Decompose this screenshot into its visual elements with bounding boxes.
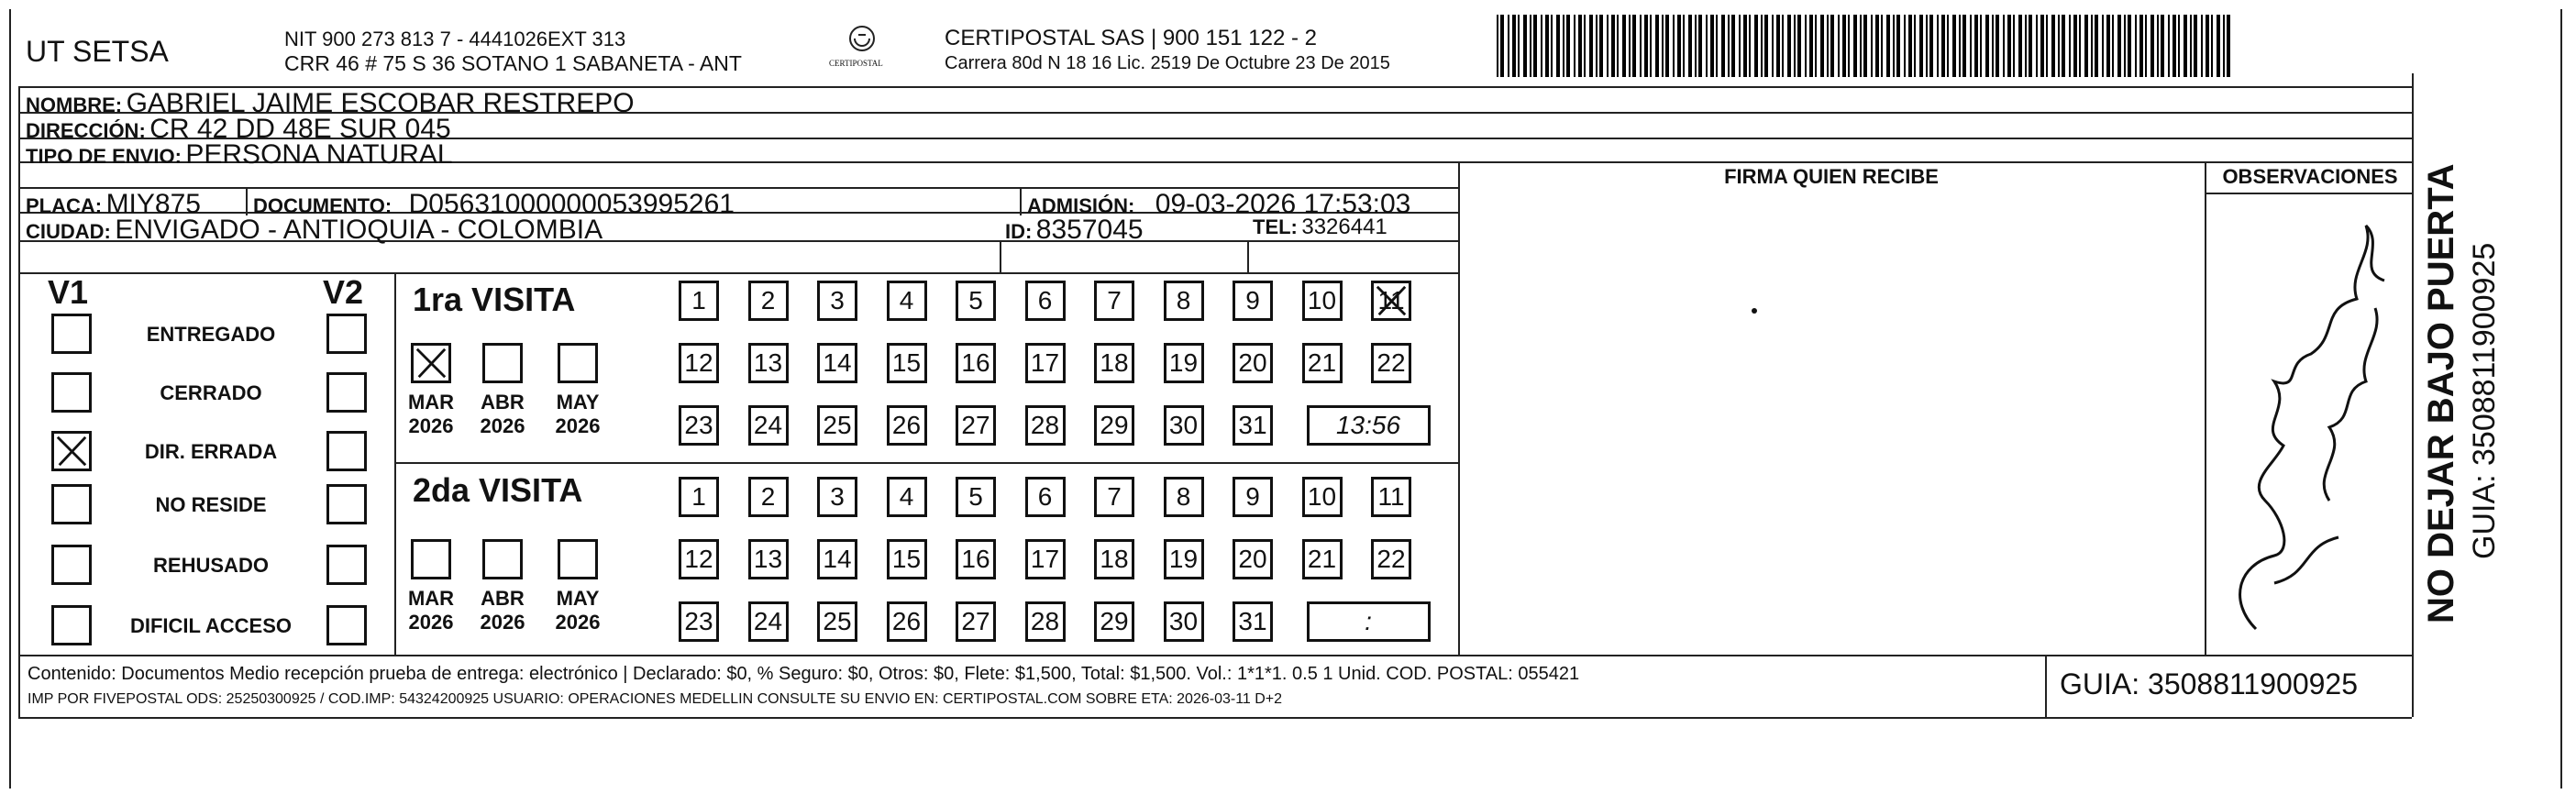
nombre-value: GABRIEL JAIME ESCOBAR RESTREPO — [126, 88, 635, 118]
barcode-bar — [1941, 15, 1945, 77]
barcode-bar — [1716, 15, 1718, 77]
status-label: REHUSADO — [153, 554, 269, 577]
barcode-bar — [1677, 15, 1681, 77]
day-box: 19 — [1164, 343, 1204, 383]
barcode-bar — [1797, 15, 1801, 77]
divider — [1247, 240, 1249, 272]
barcode-bar — [2069, 15, 2071, 77]
barcode-bar — [2046, 15, 2048, 77]
day-box: 22 — [1371, 343, 1411, 383]
barcode-bar — [1566, 15, 1570, 77]
barcode-bar — [1947, 15, 1949, 77]
barcode-bar — [1706, 15, 1708, 77]
footer-line2: IMP POR FIVEPOSTAL ODS: 25250300925 / COD.IMP: 54324200925 USUARIO: OPERACIONES MEDELLIN CONSULTE SU ENVIO EN: CERTIPOSTAL.COM SOBRE ETA: 2026-03-11 D+2 — [28, 691, 1283, 707]
barcode-bar — [1599, 15, 1603, 77]
month-label: ABR — [481, 391, 525, 414]
day-box: 12 — [679, 343, 719, 383]
barcode-bar — [2190, 15, 2192, 77]
divider — [18, 717, 2412, 719]
divider — [2205, 193, 2412, 194]
barcode-bar — [1838, 15, 1840, 77]
month-checkbox — [482, 343, 523, 383]
month-label: MAR — [407, 391, 455, 414]
barcode-bar — [1908, 15, 1912, 77]
day-box: 7 — [1094, 477, 1134, 517]
barcode-bar — [1629, 15, 1631, 77]
barcode-bar — [2206, 15, 2209, 77]
barcode-bar — [1962, 15, 1966, 77]
barcode-bar — [1688, 15, 1692, 77]
barcode-bar — [2178, 15, 2180, 77]
barcode-bar — [2013, 15, 2015, 77]
barcode-bar — [1776, 15, 1780, 77]
divider — [18, 655, 2412, 656]
day-box: 8 — [1164, 281, 1204, 321]
logo-text: CERTIPOSTAL — [829, 59, 883, 68]
barcode-bar — [2157, 15, 2159, 77]
barcode-bar — [1728, 15, 1730, 77]
barcode-bar — [2194, 15, 2197, 77]
barcode-bar — [2168, 15, 2170, 77]
barcode-bar — [2112, 15, 2114, 77]
observaciones-header: OBSERVACIONES — [2222, 165, 2398, 188]
month-checkbox — [558, 343, 598, 383]
barcode-bar — [1512, 15, 1516, 77]
admision-label: ADMISIÓN: — [1027, 194, 1135, 217]
barcode-bar — [1896, 15, 1900, 77]
barcode-bar — [1584, 15, 1586, 77]
barcode-bar — [1996, 15, 1999, 77]
barcode-bar — [1611, 15, 1615, 77]
day-box: 2 — [748, 281, 789, 321]
barcode-bar — [1523, 15, 1527, 77]
divider — [2205, 161, 2206, 655]
barcode-bar — [1644, 15, 1648, 77]
v2-checkbox — [326, 314, 367, 354]
v1-checkbox — [51, 484, 92, 524]
barcode-bar — [1875, 15, 1879, 77]
month-year: 2026 — [555, 414, 601, 437]
day-box: 6 — [1025, 477, 1066, 517]
barcode-bar — [1533, 15, 1537, 77]
v2-checkbox — [326, 431, 367, 471]
barcode-bar — [2139, 15, 2143, 77]
barcode-bar — [1820, 15, 1824, 77]
direccion-label: DIRECCIÓN: — [26, 119, 146, 142]
documento-label: DOCUMENTO: — [253, 194, 392, 217]
barcode-bar — [1673, 15, 1675, 77]
barcode-bar — [1695, 15, 1697, 77]
barcode-bar — [2073, 15, 2077, 77]
barcode-bar — [2091, 15, 2093, 77]
firma-header: FIRMA QUIEN RECIBE — [1724, 165, 1939, 188]
barcode-bar — [2128, 15, 2131, 77]
barcode-bar — [1545, 15, 1549, 77]
day-box: 15 — [887, 539, 927, 579]
status-label: DIFICIL ACCESO — [129, 614, 292, 637]
day-box: 12 — [679, 539, 719, 579]
barcode-bar — [1607, 15, 1609, 77]
day-box: 31 — [1233, 405, 1273, 446]
barcode-bar — [1698, 15, 1702, 77]
day-box: 5 — [956, 281, 996, 321]
day-box: 8 — [1164, 477, 1204, 517]
barcode-bar — [1970, 15, 1972, 77]
v2-checkbox — [326, 372, 367, 413]
month-checkbox — [558, 539, 598, 579]
barcode-bar — [2201, 15, 2203, 77]
barcode-bar — [1754, 15, 1758, 77]
barcode-bar — [1500, 15, 1504, 77]
v1-header: V1 — [48, 273, 89, 311]
day-box: 25 — [817, 405, 857, 446]
day-box: 1 — [679, 477, 719, 517]
day-box: 2 — [748, 477, 789, 517]
day-box: 9 — [1233, 281, 1273, 321]
day-box: 7 — [1094, 281, 1134, 321]
barcode-bar — [1683, 15, 1685, 77]
barcode-bar — [1710, 15, 1714, 77]
barcode-bar — [1904, 15, 1906, 77]
v2-checkbox — [326, 605, 367, 645]
day-box: 10 — [1302, 281, 1343, 321]
v2-header: V2 — [323, 273, 364, 311]
id-field — [1005, 215, 1144, 246]
barcode-bar — [1551, 15, 1553, 77]
day-box: 4 — [887, 281, 927, 321]
tipo-value: PERSONA NATURAL — [185, 139, 453, 170]
divider — [1020, 187, 1022, 215]
day-box: 19 — [1164, 539, 1204, 579]
admision-value: 09-03-2026 17:53:03 — [1155, 189, 1411, 219]
footer-line1: Contenido: Documentos Medio recepción prueba de entrega: electrónico | Declarado: $0, % Seguro: $0, Otros: $0, Flete: $1,500, Total: $1,500. Vol.: 1*1*1. 0.5 1 Unid. COD. POSTAL: 055421 — [28, 664, 1580, 684]
day-box: 30 — [1164, 601, 1204, 642]
barcode-bar — [1980, 15, 1982, 77]
barcode-bar — [1761, 15, 1763, 77]
month-label: MAY — [556, 391, 600, 414]
barcode-bar — [1650, 15, 1652, 77]
divider — [18, 272, 1458, 274]
barcode-bar — [2102, 15, 2104, 77]
day-box: 3 — [817, 477, 857, 517]
day-box: 28 — [1025, 601, 1066, 642]
barcode-bar — [1655, 15, 1659, 77]
barcode-bar — [2145, 15, 2147, 77]
month-year: 2026 — [555, 611, 601, 634]
divider — [2045, 655, 2047, 717]
v2-checkbox — [326, 484, 367, 524]
day-box: 30 — [1164, 405, 1204, 446]
barcode-bar — [1787, 15, 1791, 77]
divider — [2412, 73, 2414, 717]
day-box: 18 — [1094, 343, 1134, 383]
day-box: 11 — [1371, 477, 1411, 517]
visit2-title: 2da VISITA — [413, 471, 583, 509]
barcode-bar — [1959, 15, 1961, 77]
time-box: : — [1307, 601, 1431, 642]
day-box: 21 — [1302, 343, 1343, 383]
day-box: 27 — [956, 601, 996, 642]
day-box: 15 — [887, 343, 927, 383]
day-box: 21 — [1302, 539, 1343, 579]
day-box: 16 — [956, 343, 996, 383]
barcode-bar — [1541, 15, 1542, 77]
ciudad-field — [26, 215, 603, 246]
month-year: 2026 — [408, 611, 454, 634]
barcode-bar — [2003, 15, 2005, 77]
barcode-bar — [1662, 15, 1664, 77]
v1-checkbox — [51, 314, 92, 354]
day-box: 11 — [1371, 281, 1411, 321]
month-checkbox — [482, 539, 523, 579]
barcode-bar — [1764, 15, 1768, 77]
day-box: 16 — [956, 539, 996, 579]
day-box: 23 — [679, 405, 719, 446]
barcode — [1497, 15, 2238, 77]
day-box: 4 — [887, 477, 927, 517]
barcode-bar — [1842, 15, 1846, 77]
day-box: 13 — [748, 539, 789, 579]
barcode-bar — [2150, 15, 2154, 77]
barcode-bar — [1589, 15, 1593, 77]
barcode-bar — [1556, 15, 1560, 77]
barcode-bar — [1952, 15, 1956, 77]
day-box: 24 — [748, 405, 789, 446]
carrier-line2: Carrera 80d N 18 16 Lic. 2519 De Octubre 23 De 2015 — [945, 53, 1390, 73]
day-box: 14 — [817, 343, 857, 383]
barcode-bar — [1617, 15, 1619, 77]
barcode-bar — [1926, 15, 1928, 77]
barcode-bar — [1743, 15, 1747, 77]
barcode-bar — [2007, 15, 2011, 77]
day-box: 5 — [956, 477, 996, 517]
id-value: 8357045 — [1035, 215, 1144, 245]
day-box: 26 — [887, 405, 927, 446]
barcode-bar — [1739, 15, 1741, 77]
day-box: 6 — [1025, 281, 1066, 321]
placa-label: PLACA: — [26, 194, 103, 217]
barcode-bar — [1914, 15, 1916, 77]
barcode-bar — [2095, 15, 2098, 77]
month-label: ABR — [481, 587, 525, 610]
barcode-bar — [1848, 15, 1850, 77]
direccion-value: CR 42 DD 48E SUR 045 — [149, 114, 451, 144]
barcode-bar — [2058, 15, 2060, 77]
day-box: 25 — [817, 601, 857, 642]
day-box: 13 — [748, 343, 789, 383]
tel-label: TEL: — [1253, 215, 1298, 238]
barcode-bar — [1871, 15, 1873, 77]
barcode-bar — [1574, 15, 1575, 77]
barcode-bar — [1749, 15, 1751, 77]
barcode-bar — [1518, 15, 1520, 77]
barcode-bar — [2227, 15, 2230, 77]
divider — [18, 86, 20, 717]
barcode-bar — [2040, 15, 2044, 77]
barcode-bar — [1731, 15, 1735, 77]
barcode-bar — [1508, 15, 1509, 77]
divider — [246, 187, 248, 215]
id-label: ID: — [1005, 220, 1033, 243]
side-warning: NO DEJAR BAJO PUERTA — [2421, 163, 2461, 623]
barcode-bar — [1632, 15, 1636, 77]
barcode-bar — [2051, 15, 2055, 77]
status-label: ENTREGADO — [146, 323, 276, 346]
barcode-bar — [1530, 15, 1531, 77]
check-mark-icon — [414, 346, 448, 380]
barcode-bar — [2036, 15, 2038, 77]
footer-guia: GUIA: 3508811900925 — [2060, 667, 2358, 700]
day-box: 17 — [1025, 539, 1066, 579]
month-checkbox — [411, 343, 451, 383]
divider — [1000, 240, 1001, 272]
tipo-row — [26, 139, 453, 171]
month-year: 2026 — [480, 611, 525, 634]
barcode-bar — [1830, 15, 1834, 77]
ciudad-label: CIUDAD: — [26, 220, 111, 243]
barcode-bar — [2223, 15, 2225, 77]
day-box: 1 — [679, 281, 719, 321]
day-box: 23 — [679, 601, 719, 642]
tel-value: 3326441 — [1301, 215, 1388, 239]
address-line: CRR 46 # 75 S 36 SOTANO 1 SABANETA - ANT — [284, 51, 742, 75]
barcode-bar — [1863, 15, 1867, 77]
month-label: MAR — [407, 587, 455, 610]
time-box: 13:56 — [1307, 405, 1431, 446]
barcode-bar — [1578, 15, 1582, 77]
month-checkbox — [411, 539, 451, 579]
barcode-bar — [2018, 15, 2022, 77]
barcode-bar — [1622, 15, 1626, 77]
placa-value: MIY875 — [105, 189, 201, 219]
barcode-bar — [1497, 15, 1498, 77]
day-box: 26 — [887, 601, 927, 642]
barcode-bar — [2079, 15, 2081, 77]
day-box: 14 — [817, 539, 857, 579]
barcode-bar — [1860, 15, 1862, 77]
barcode-bar — [1772, 15, 1774, 77]
month-year: 2026 — [408, 414, 454, 437]
barcode-bar — [1596, 15, 1598, 77]
divider — [394, 462, 1458, 464]
barcode-bar — [1974, 15, 1978, 77]
barcode-bar — [1827, 15, 1829, 77]
barcode-bar — [1640, 15, 1642, 77]
status-label: NO RESIDE — [155, 493, 267, 516]
nombre-label: NOMBRE: — [26, 94, 123, 116]
tipo-label: TIPO DE ENVIO: — [26, 145, 182, 168]
visit1-title: 1ra VISITA — [413, 281, 576, 318]
barcode-bar — [1794, 15, 1796, 77]
v1-checkbox — [51, 431, 92, 471]
month-label: MAY — [556, 587, 600, 610]
day-box: 27 — [956, 405, 996, 446]
day-box: 9 — [1233, 477, 1273, 517]
day-box: 20 — [1233, 539, 1273, 579]
status-label: DIR. ERRADA — [144, 440, 278, 463]
barcode-bar — [1721, 15, 1725, 77]
barcode-bar — [1919, 15, 1923, 77]
barcode-bar — [1985, 15, 1989, 77]
barcode-bar — [1665, 15, 1669, 77]
tel-field — [1253, 215, 1388, 240]
barcode-bar — [1893, 15, 1895, 77]
barcode-bar — [1809, 15, 1813, 77]
check-mark-icon — [54, 434, 89, 469]
day-box: 31 — [1233, 601, 1273, 642]
v2-checkbox — [326, 545, 367, 585]
barcode-bar — [2161, 15, 2164, 77]
barcode-bar — [2106, 15, 2110, 77]
day-box: 28 — [1025, 405, 1066, 446]
barcode-bar — [2062, 15, 2065, 77]
barcode-bar — [1881, 15, 1883, 77]
status-label: CERRADO — [160, 381, 262, 404]
month-year: 2026 — [480, 414, 525, 437]
barcode-bar — [2211, 15, 2213, 77]
barcode-bar — [1782, 15, 1784, 77]
divider — [1458, 161, 1460, 655]
day-box: 24 — [748, 601, 789, 642]
barcode-bar — [1886, 15, 1890, 77]
stray-mark — [1752, 308, 1757, 314]
barcode-bar — [2084, 15, 2088, 77]
day-box: 22 — [1371, 539, 1411, 579]
day-box: 17 — [1025, 343, 1066, 383]
day-box: 29 — [1094, 601, 1134, 642]
barcode-bar — [2124, 15, 2126, 77]
day-box: 29 — [1094, 405, 1134, 446]
certipostal-logo — [825, 24, 899, 72]
recipient-signature — [2219, 198, 2403, 647]
barcode-bar — [1815, 15, 1817, 77]
barcode-bar — [2117, 15, 2121, 77]
barcode-bar — [2184, 15, 2187, 77]
v1-checkbox — [51, 605, 92, 645]
barcode-bar — [1805, 15, 1807, 77]
day-box: 20 — [1233, 343, 1273, 383]
side-guia: GUIA: 3508811900925 — [2467, 242, 2502, 559]
day-box: 10 — [1302, 477, 1343, 517]
barcode-bar — [1853, 15, 1857, 77]
carrier-line1: CERTIPOSTAL SAS | 900 151 122 - 2 — [945, 26, 1317, 50]
barcode-bar — [2135, 15, 2137, 77]
company-name: UT SETSA — [26, 35, 169, 68]
barcode-bar — [1563, 15, 1564, 77]
check-mark-icon — [1374, 283, 1409, 318]
barcode-bar — [1992, 15, 1994, 77]
v1-checkbox — [51, 372, 92, 413]
barcode-bar — [1937, 15, 1939, 77]
nit-line: NIT 900 273 813 7 - 4441026EXT 313 — [284, 28, 626, 50]
barcode-bar — [2025, 15, 2027, 77]
ciudad-value: ENVIGADO - ANTIOQUIA - COLOMBIA — [115, 215, 603, 245]
v1-checkbox — [51, 545, 92, 585]
barcode-bar — [2172, 15, 2176, 77]
barcode-bar — [2217, 15, 2220, 77]
barcode-bar — [1929, 15, 1933, 77]
day-box: 3 — [817, 281, 857, 321]
day-box: 18 — [1094, 539, 1134, 579]
barcode-bar — [2029, 15, 2032, 77]
documento-value: D05631000000053995261 — [408, 189, 735, 219]
